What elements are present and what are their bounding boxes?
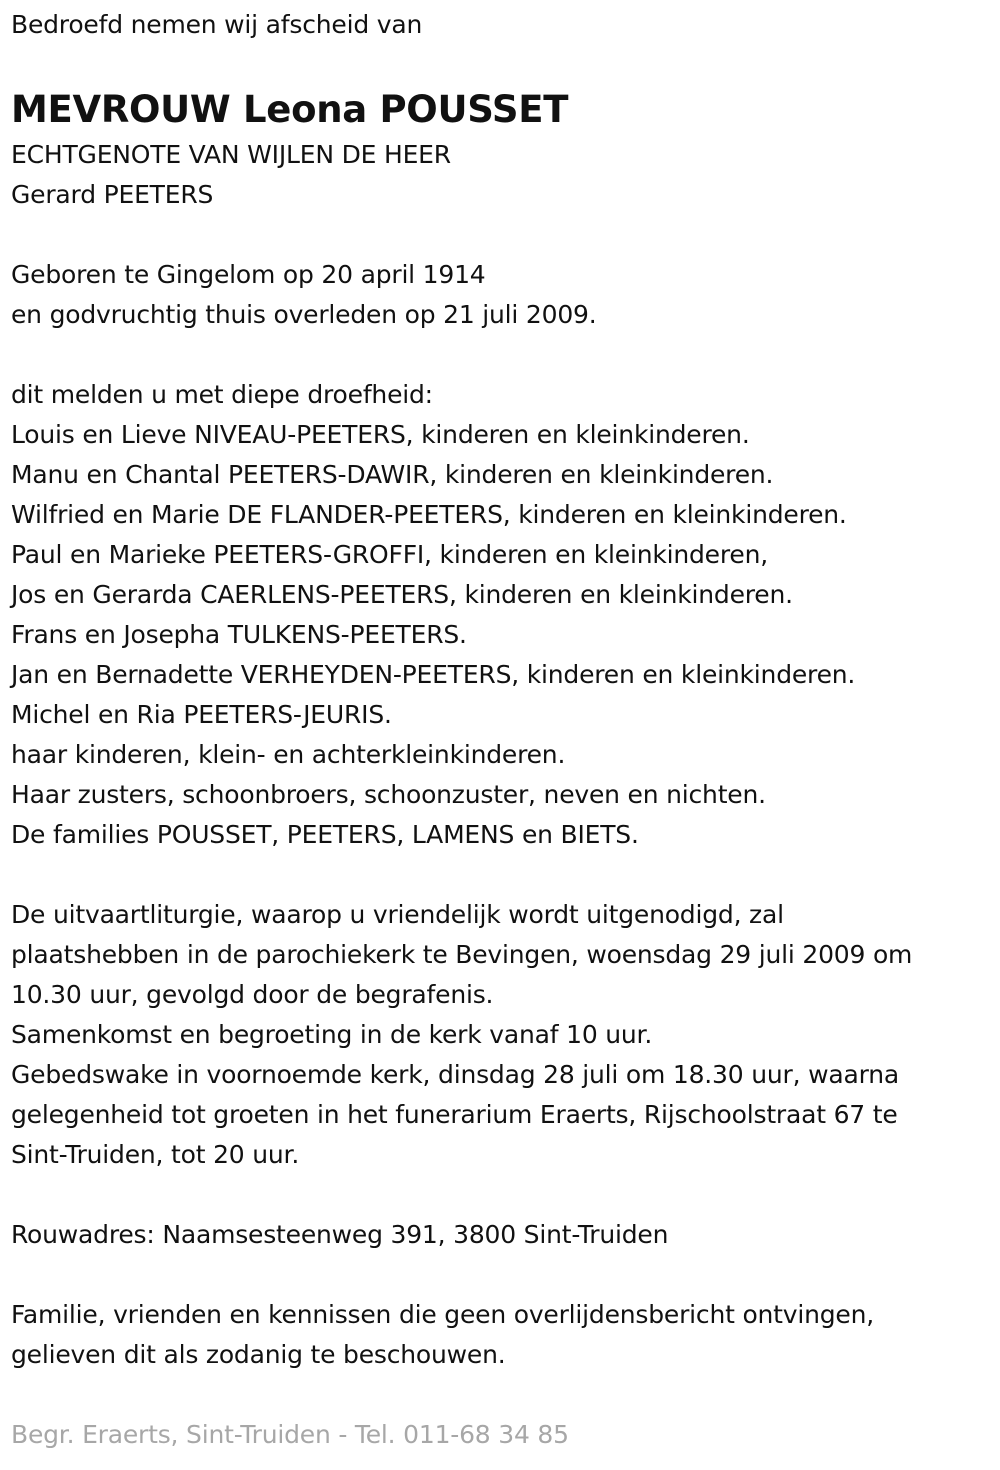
ceremony-line: gelegenheid tot groeten in het funerarium Eraerts, Rijschoolstraat 67 te	[11, 1100, 898, 1129]
notice-line: gelieven dit als zodanig te beschouwen.	[11, 1340, 506, 1369]
announcer-line: Paul en Marieke PEETERS-GROFFI, kinderen en kleinkinderen,	[11, 540, 768, 569]
spacer	[11, 855, 991, 895]
intro-text: Bedroefd nemen wij afscheid van	[11, 10, 423, 39]
spacer	[11, 335, 991, 375]
announcer-line: Michel en Ria PEETERS-JEURIS.	[11, 700, 392, 729]
deceased-name: MEVROUW Leona POUSSET	[11, 88, 569, 131]
announcer-line: Jan en Bernadette VERHEYDEN-PEETERS, kinderen en kleinkinderen.	[11, 660, 856, 689]
notice-line: Familie, vrienden en kennissen die geen overlijdensbericht ontvingen,	[11, 1300, 875, 1329]
mourning-address: Rouwadres: Naamsesteenweg 391, 3800 Sint-Truiden	[11, 1220, 669, 1249]
spacer	[11, 1175, 991, 1215]
death-line: en godvruchtig thuis overleden op 21 juli 2009.	[11, 300, 597, 329]
announcers-heading: dit melden u met diepe droefheid:	[11, 380, 433, 409]
announcer-line: haar kinderen, klein- en achterkleinkinderen.	[11, 740, 566, 769]
announcer-line: Jos en Gerarda CAERLENS-PEETERS, kinderen en kleinkinderen.	[11, 580, 793, 609]
spacer	[11, 1255, 991, 1295]
announcer-line: Frans en Josepha TULKENS-PEETERS.	[11, 620, 467, 649]
undertaker-footer: Begr. Eraerts, Sint-Truiden - Tel. 011-68 34 85	[11, 1420, 569, 1449]
spouse-title: ECHTGENOTE VAN WIJLEN DE HEER	[11, 140, 451, 169]
ceremony-line: plaatshebben in de parochiekerk te Bevingen, woensdag 29 juli 2009 om	[11, 940, 913, 969]
ceremony-line: Gebedswake in voornoemde kerk, dinsdag 28 juli om 18.30 uur, waarna	[11, 1060, 899, 1089]
announcer-line: Wilfried en Marie DE FLANDER-PEETERS, kinderen en kleinkinderen.	[11, 500, 847, 529]
spacer	[11, 1375, 991, 1415]
announcer-line: Manu en Chantal PEETERS-DAWIR, kinderen en kleinkinderen.	[11, 460, 774, 489]
ceremony-line: 10.30 uur, gevolgd door de begrafenis.	[11, 980, 494, 1009]
spouse-name: Gerard PEETERS	[11, 180, 214, 209]
announcer-line: Haar zusters, schoonbroers, schoonzuster, neven en nichten.	[11, 780, 766, 809]
ceremony-line: De uitvaartliturgie, waarop u vriendelijk wordt uitgenodigd, zal	[11, 900, 784, 929]
obituary-notice	[11, 0, 991, 1455]
announcer-line: Louis en Lieve NIVEAU-PEETERS, kinderen en kleinkinderen.	[11, 420, 750, 449]
announcer-line: De families POUSSET, PEETERS, LAMENS en BIETS.	[11, 820, 639, 849]
birth-line: Geboren te Gingelom op 20 april 1914	[11, 260, 486, 289]
ceremony-line: Samenkomst en begroeting in de kerk vanaf 10 uur.	[11, 1020, 653, 1049]
spacer	[11, 215, 991, 255]
ceremony-line: Sint-Truiden, tot 20 uur.	[11, 1140, 300, 1169]
